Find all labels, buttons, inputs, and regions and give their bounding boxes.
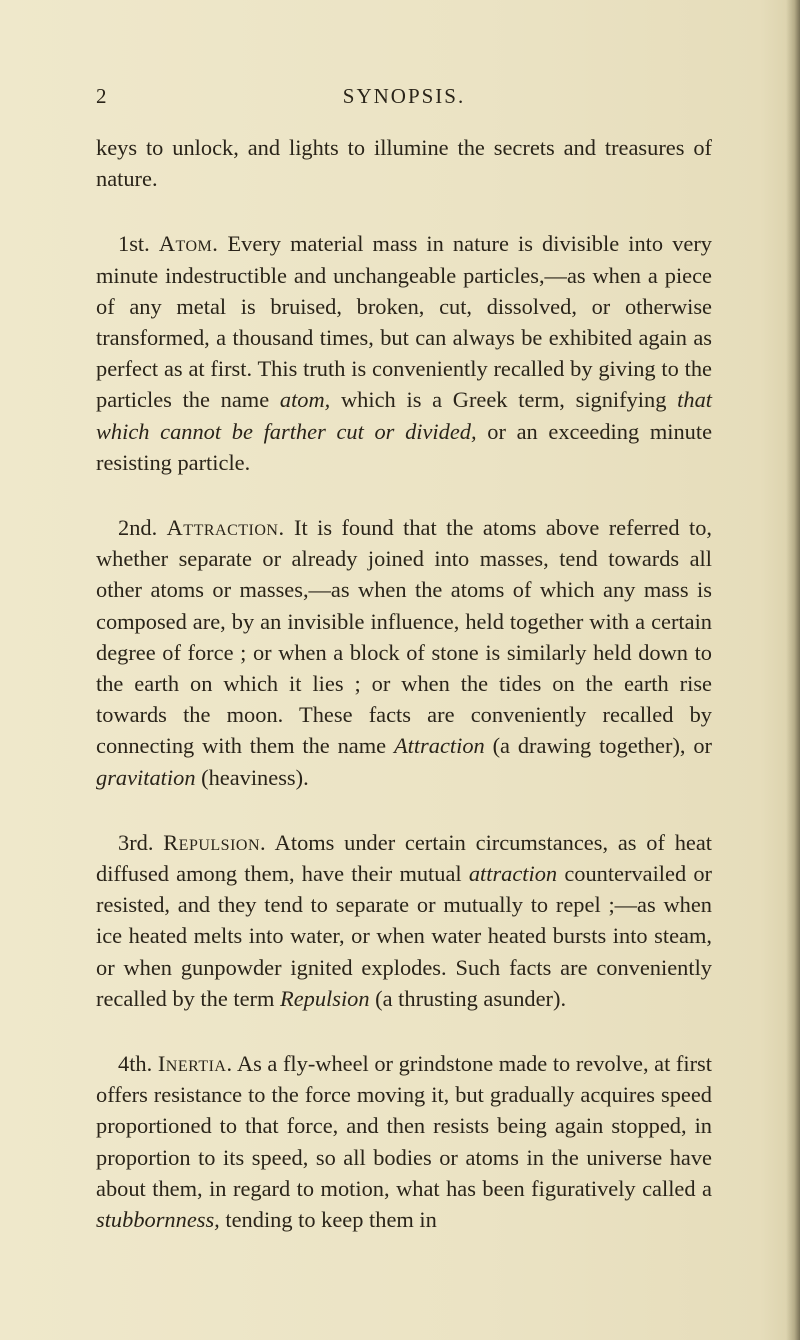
paragraph-text: countervailed or resisted, and they tend to separate or mutually to repel ;—as when ice heated melts into water, or when water heated bursts into steam, or when gunpowder ignited explodes. Such facts are conveniently recalled by the term	[96, 861, 712, 1011]
page-gutter-shadow	[786, 0, 800, 1340]
paragraph-text: tending to keep them in	[219, 1207, 437, 1233]
paragraph-text: keys to unlock, and lights to illumine the secrets and treasures of nature.	[96, 135, 712, 192]
body-text	[96, 132, 712, 1235]
italic-term: Repulsion	[280, 985, 370, 1011]
page-number: 2	[96, 84, 108, 108]
italic-phrase: that which cannot be farther cut or divided,	[96, 387, 712, 444]
section-term: Repulsion.	[163, 829, 267, 855]
italic-term: stubbornness,	[96, 1207, 220, 1233]
paragraph-text: (a drawing together), or	[484, 733, 712, 759]
paragraph-continuation	[96, 132, 712, 194]
italic-term: attraction	[468, 861, 558, 887]
section-number: 2nd.	[118, 515, 158, 541]
section-number: 1st.	[118, 231, 150, 257]
paragraph-text: As a fly-wheel or grindstone made to revolve, at first offers resistance to the force moving it, but gradually acquires speed proportioned to that force, and then resists being again stopped, in proportion to its speed, so all bodies or atoms in the universe have about them, in regard to motion, what has been figuratively called a	[96, 1051, 712, 1201]
page-header	[96, 84, 712, 114]
paragraph-repulsion	[96, 827, 712, 1014]
paragraph-text: (heaviness).	[195, 764, 309, 790]
paragraph-text: Atoms under certain circumstances, as of heat diffused among them, have their mutual	[96, 829, 712, 887]
italic-term: Attraction	[393, 733, 485, 759]
running-title: SYNOPSIS.	[342, 84, 466, 108]
section-term: Attraction.	[166, 515, 285, 541]
section-term: Atom.	[158, 231, 219, 257]
paragraph-text: (a thrusting asunder).	[369, 985, 567, 1011]
section-number: 3rd.	[118, 829, 154, 855]
paragraph-text: It is found that the atoms above referred to, whether separate or already joined into masses, tend towards all other atoms or masses,—as when the atoms of which any mass is composed are, by an invisible influence, held together with a certain degree of force ; or when a block of stone is similarly held down to the earth on which it lies ; or when the tides on the earth rise towards the moon. These facts are conveniently recalled by connecting with them the name	[96, 515, 712, 759]
italic-term: atom,	[279, 387, 331, 413]
italic-term: gravitation	[96, 764, 196, 790]
section-number: 4th.	[118, 1051, 153, 1077]
paragraph-text: which is a Greek term, signifying	[330, 387, 678, 413]
paragraph-text: Every material mass in nature is divisible into very minute indestructible and unchangeable particles,—as when a piece of any metal is bruised, broken, cut, dissolved, or otherwise transformed, a thousand times, but can always be exhibited again as perfect as at first. This truth is conveniently recalled by giving to the particles the name	[96, 231, 712, 413]
paragraph-attraction	[96, 512, 712, 793]
section-term: Inertia.	[157, 1051, 233, 1077]
paragraph-atom	[96, 228, 712, 478]
paragraph-inertia	[96, 1048, 712, 1235]
paragraph-text: or an exceeding minute resisting particle.	[96, 418, 713, 475]
